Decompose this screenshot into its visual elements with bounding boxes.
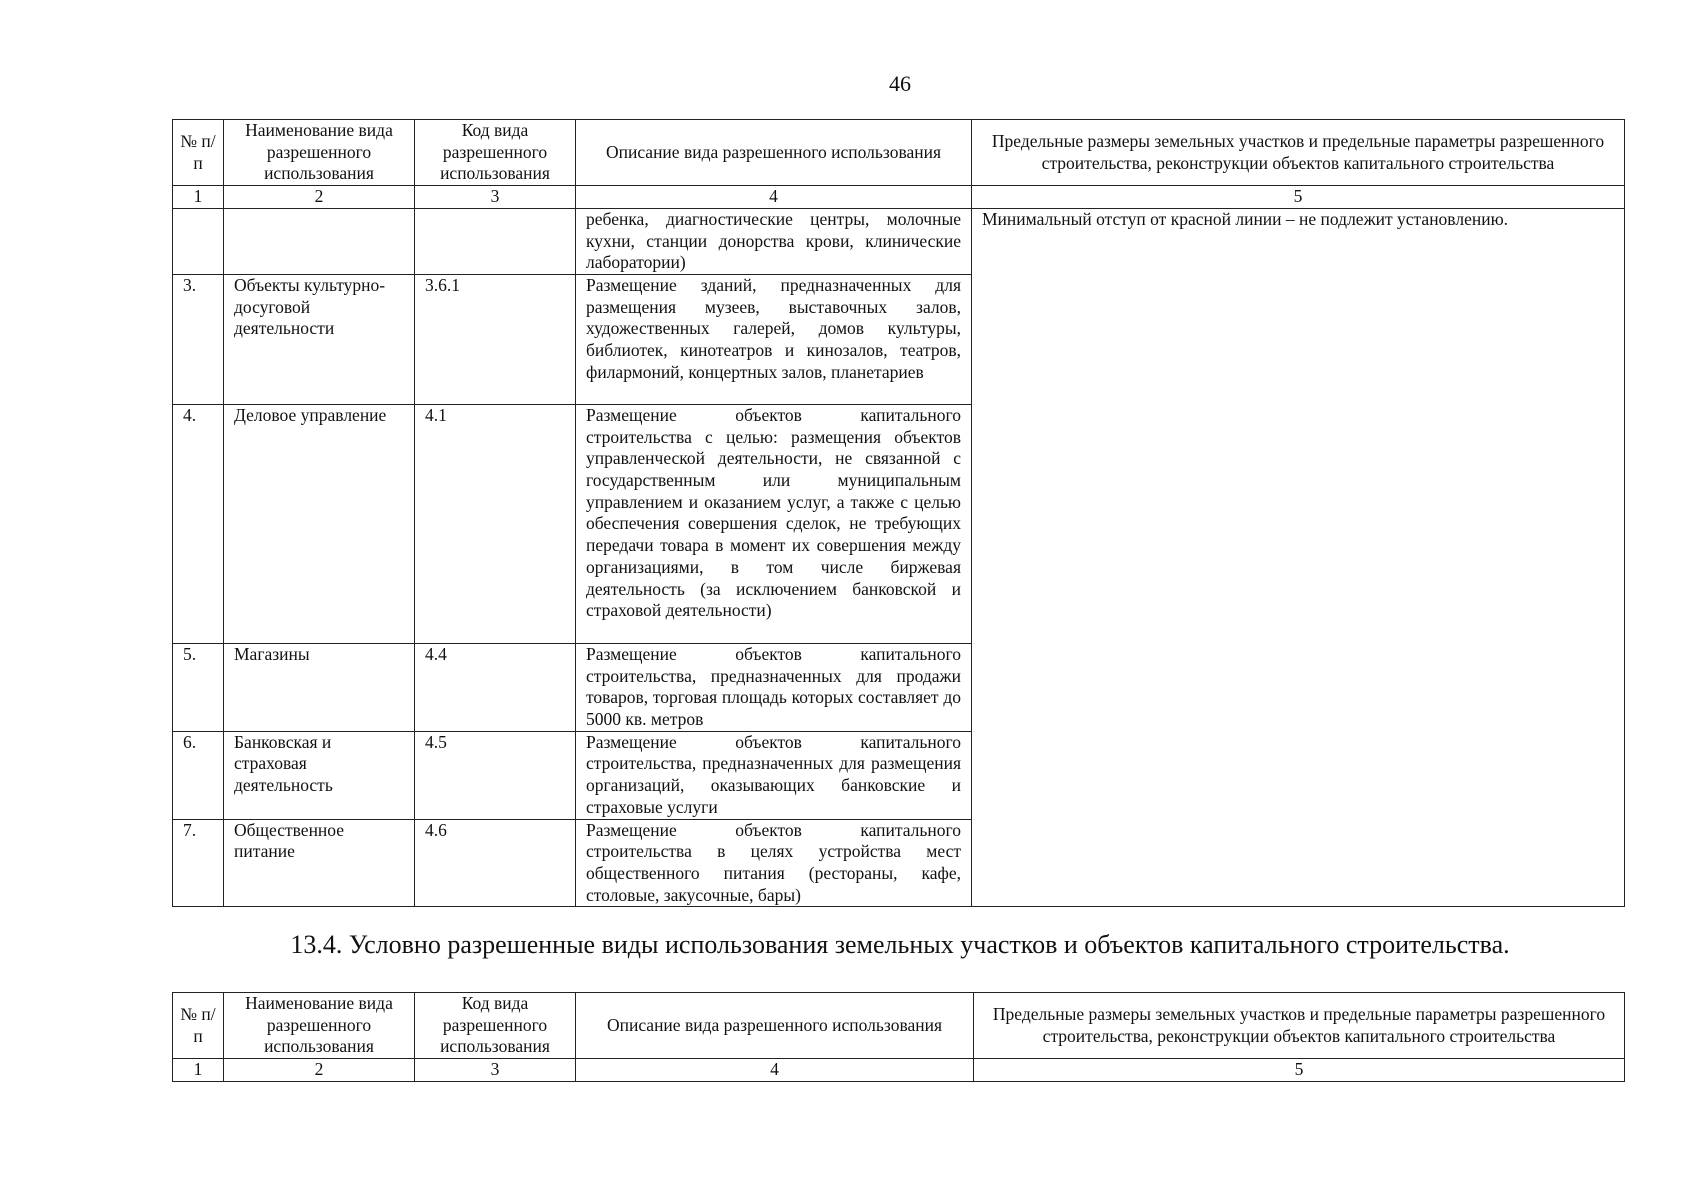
- row-use-description: ребенка, диагностические центры, молочные кухни, станции донорства крови, клинические лаборатории): [576, 208, 972, 274]
- row-use-code: 4.6: [415, 819, 576, 907]
- permitted-use-table: [172, 119, 1625, 907]
- row-use-code: [415, 208, 576, 274]
- row-use-description: Размещение объектов капитального строительства в целях устройства мест общественного питания (рестораны, кафе, столовые, закусочные, бары): [576, 819, 972, 907]
- row-use-name: Объекты культурно-досуговой деятельности: [224, 274, 415, 404]
- table-header-row: [173, 993, 1625, 1059]
- column-number: 3: [415, 1059, 576, 1082]
- header-use-description: Описание вида разрешенного использования: [576, 120, 972, 186]
- column-numbers-row: [173, 186, 1625, 209]
- row-parameters: Минимальный отступ от красной линии – не подлежит установлению.: [972, 208, 1625, 907]
- conditional-use-table: [172, 992, 1625, 1082]
- header-parameters: Предельные размеры земельных участков и предельные параметры разрешенного строительства, реконструкции объектов капитального строительства: [972, 120, 1625, 186]
- row-use-name: Деловое управление: [224, 404, 415, 643]
- row-number: 5.: [173, 643, 224, 731]
- row-use-code: 4.5: [415, 731, 576, 819]
- column-numbers-row: [173, 1059, 1625, 1082]
- row-number: 3.: [173, 274, 224, 404]
- row-use-description: Размещение объектов капитального строительства, предназначенных для продажи товаров, торговая площадь которых составляет до 5000 кв. метров: [576, 643, 972, 731]
- column-number: 1: [173, 1059, 224, 1082]
- row-use-description: Размещение зданий, предназначенных для размещения музеев, выставочных залов, художественных галерей, домов культуры, библиотек, кинотеатров и кинозалов, театров, филармоний, концертных залов, планетариев: [576, 274, 972, 404]
- column-number: 4: [576, 1059, 974, 1082]
- row-use-name: [224, 208, 415, 274]
- row-use-name: Общественное питание: [224, 819, 415, 907]
- column-number: 2: [224, 186, 415, 209]
- row-use-name: Магазины: [224, 643, 415, 731]
- header-number: № п/п: [173, 120, 224, 186]
- row-use-code: 4.4: [415, 643, 576, 731]
- row-number: 6.: [173, 731, 224, 819]
- row-number: 7.: [173, 819, 224, 907]
- page-number: 46: [889, 71, 911, 96]
- row-use-code: 4.1: [415, 404, 576, 643]
- column-number: 5: [974, 1059, 1625, 1082]
- row-use-code: 3.6.1: [415, 274, 576, 404]
- row-number: [173, 208, 224, 274]
- column-number: 3: [415, 186, 576, 209]
- header-use-code: Код вида разрешенного использования: [415, 120, 576, 186]
- column-number: 2: [224, 1059, 415, 1082]
- header-use-code: Код вида разрешенного использования: [415, 993, 576, 1059]
- header-use-description: Описание вида разрешенного использования: [576, 993, 974, 1059]
- table-header-row: [173, 120, 1625, 186]
- header-use-name: Наименование вида разрешенного использования: [224, 993, 415, 1059]
- header-parameters: Предельные размеры земельных участков и предельные параметры разрешенного строительства, реконструкции объектов капитального строительства: [974, 993, 1625, 1059]
- column-number: 1: [173, 186, 224, 209]
- header-number: № п/п: [173, 993, 224, 1059]
- header-use-name: Наименование вида разрешенного использования: [224, 120, 415, 186]
- column-number: 5: [972, 186, 1625, 209]
- row-use-description: Размещение объектов капитального строительства с целью: размещения объектов управленческой деятельности, не связанной с государственным или муниципальным управлением и оказанием услуг, а также с целью обеспечения совершения сделок, не требующих передачи товара в момент их совершения между организациями, в том числе биржевая деятельность (за исключением банковской и страховой деятельности): [576, 404, 972, 643]
- row-use-name: Банковская и страховая деятельность: [224, 731, 415, 819]
- row-use-description: Размещение объектов капитального строительства, предназначенных для размещения организаций, оказывающих банковские и страховые услуги: [576, 731, 972, 819]
- row-number: 4.: [173, 404, 224, 643]
- section-heading: 13.4. Условно разрешенные виды использования земельных участков и объектов капитального строительства.: [290, 930, 1510, 959]
- column-number: 4: [576, 186, 972, 209]
- table-row: [173, 208, 1625, 274]
